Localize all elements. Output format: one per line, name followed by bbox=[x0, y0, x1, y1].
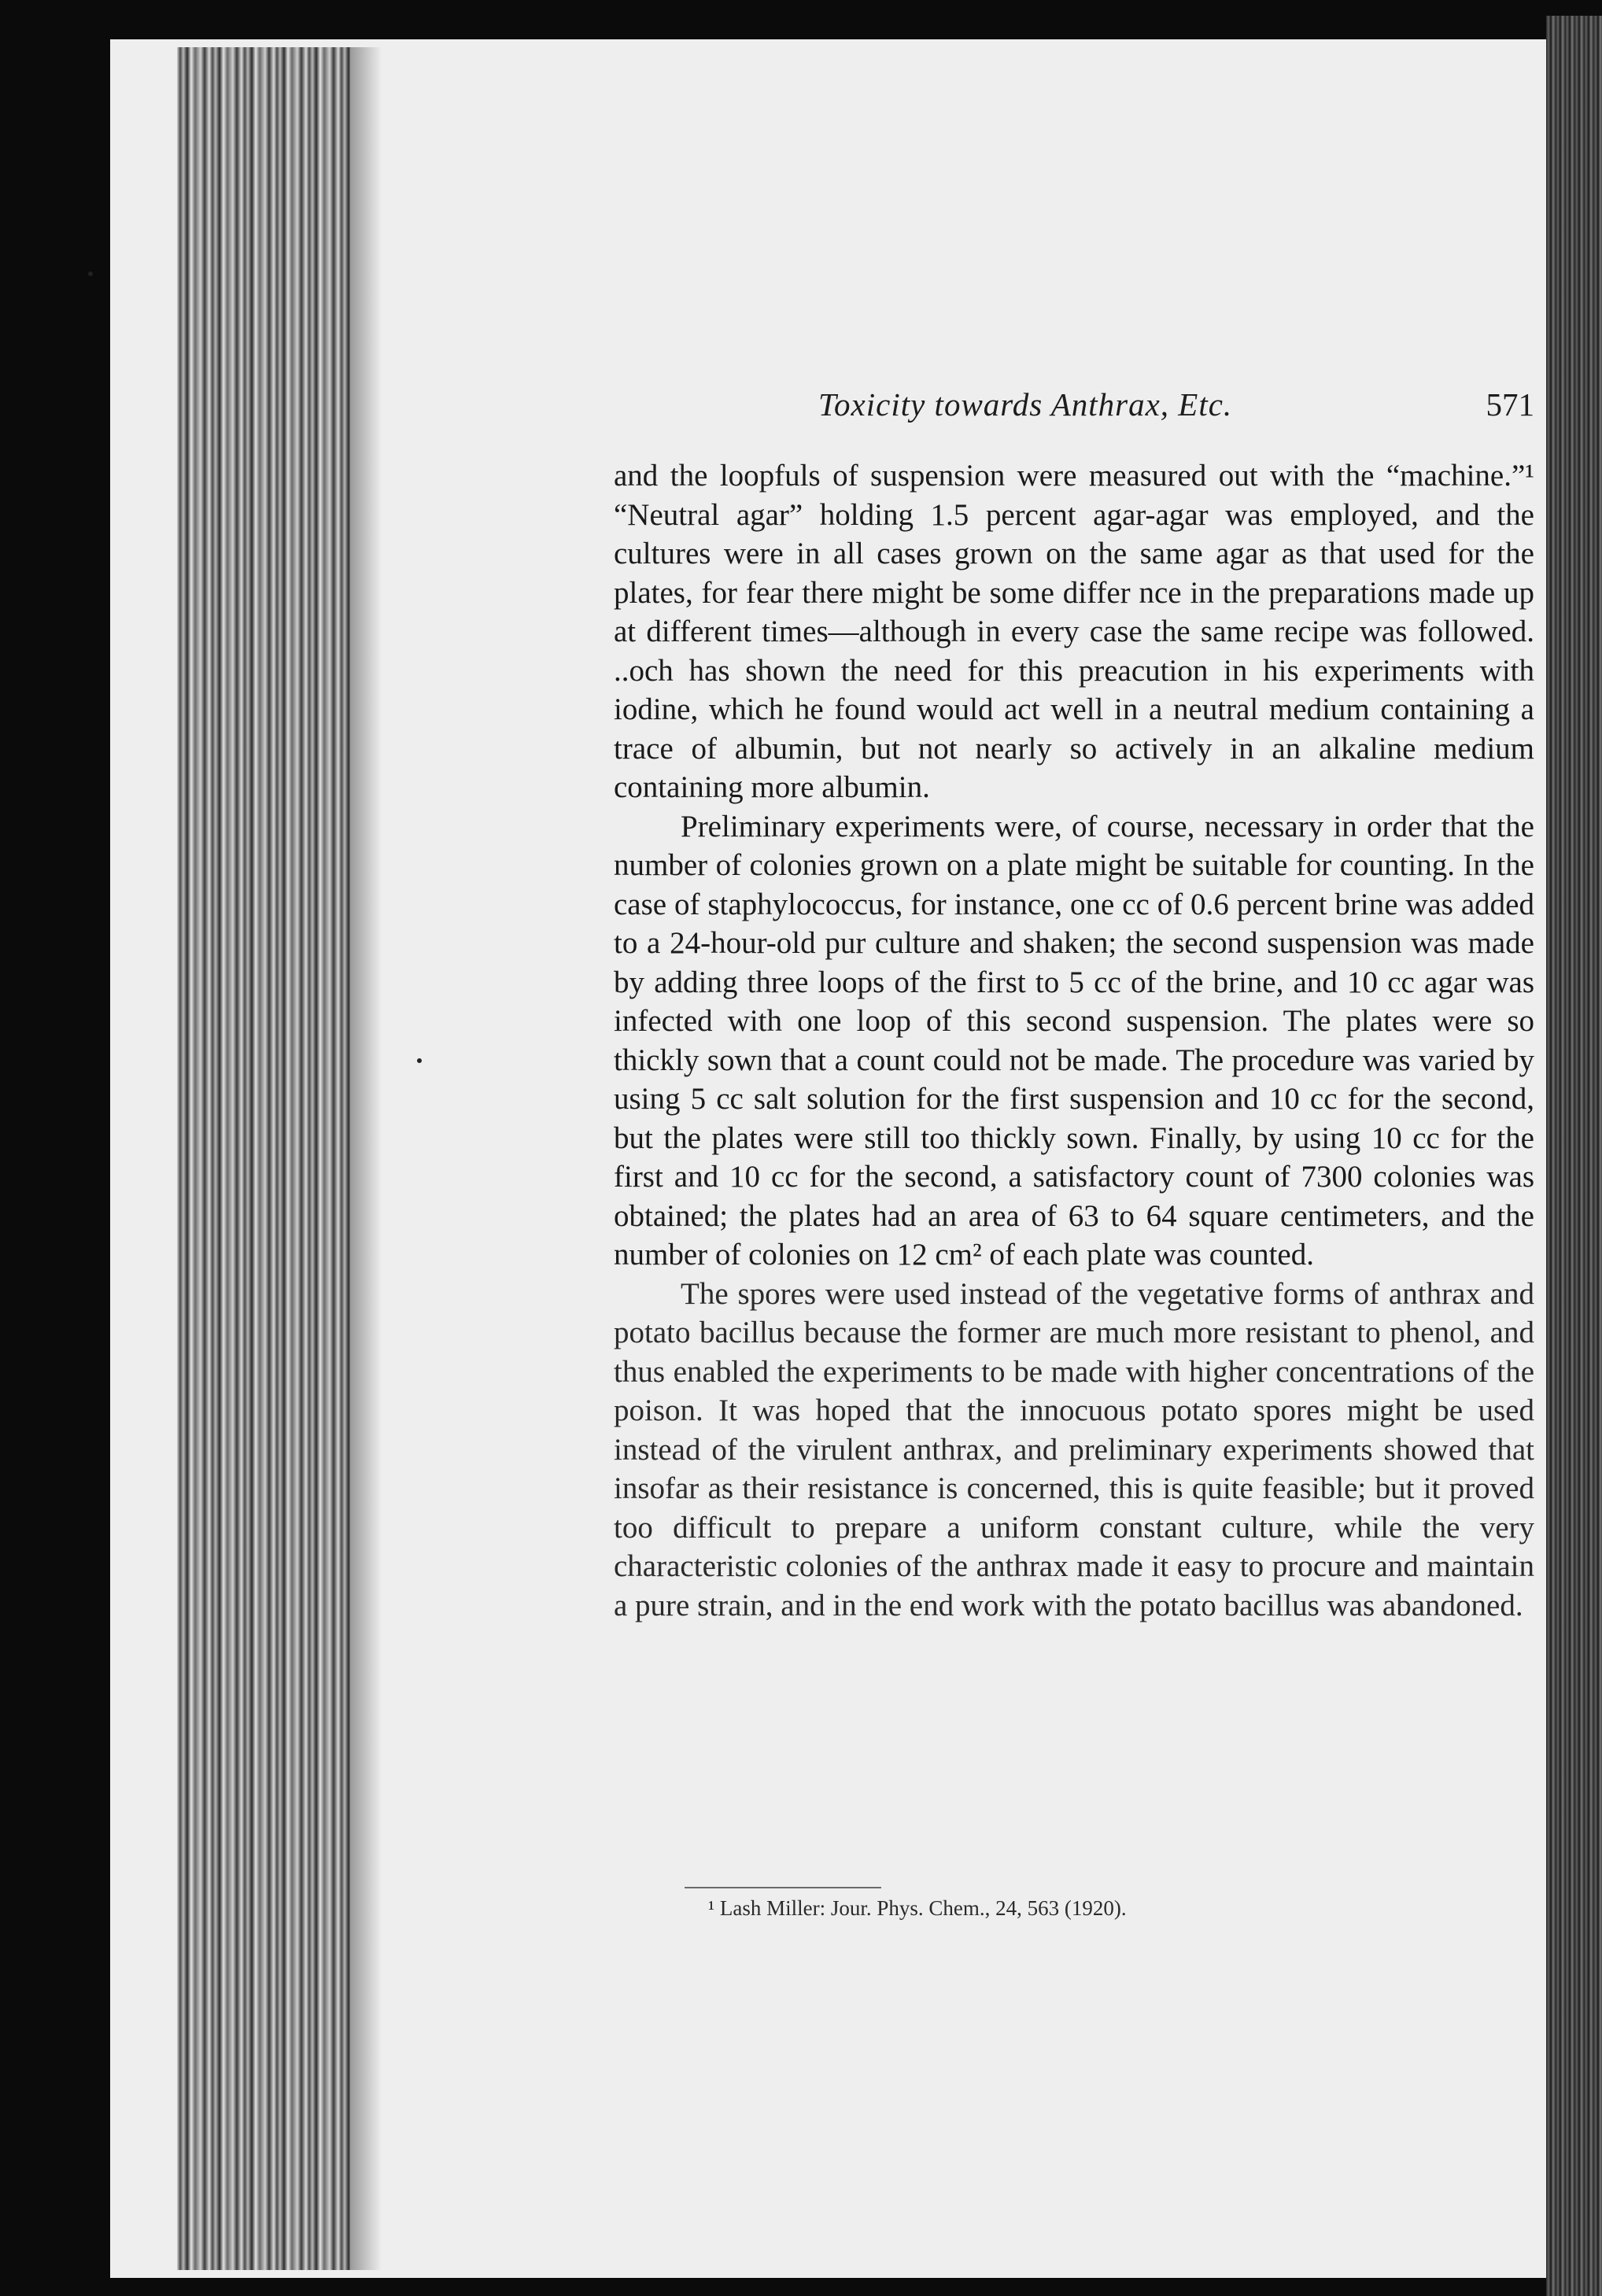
scan-speck bbox=[417, 1058, 422, 1063]
paragraph-2: Preliminary experiments were, of course, necessary in order that the number of colonies grown on a plate might be suitable for counting. In the case of staphylococcus, for instance, one cc of 0.6 percent brine was added to a 24-hour-old pur culture and shaken; the second suspension was made by adding three loops of the first to 5 cc of the brine, and 10 cc agar was infected with one loop of this second suspension. The plates were so thickly sown that a count could not be made. The procedure was varied by using 5 cc salt solution for the first suspension and 10 cc for the second, but the plates were still too thickly sown. Finally, by using 10 cc for the first and 10 cc for the second, a satisfactory count of 7300 colonies was obtained; the plates had an area of 63 to 64 square centimeters, and the number of colonies on 12 cm² of each plate was counted. bbox=[614, 809, 1534, 1272]
gutter-shadow bbox=[350, 47, 382, 2270]
page-gutter-edges bbox=[177, 47, 350, 2270]
scan-speck bbox=[88, 271, 93, 276]
paragraph-3: The spores were used instead of the vegetative forms of anthrax and potato bacillus because the former are much more resistant to phenol, and thus enabled the experiments to be made with higher concentrations of the poison. It was hoped that the innocuous potato spores might be used instead of the virulent anthrax, and preliminary experiments showed that insofar as their resistance is concerned, this is quite feasible; but it proved too difficult to prepare a uniform constant culture, while the very characteristic colonies of the anthrax made it easy to procure and maintain a pure strain, and in the end work with the potato bacillus was abandoned. bbox=[614, 1276, 1534, 1622]
paragraph-1: and the loopfuls of suspension were measured out with the “machine.”¹ “Neutral agar” holding 1.5 percent agar-agar was employed, and the cultures were in all cases grown on the same agar as that used for the plates, for fear there might be some differ nce in the preparations made up at different times—although in every case the same recipe was followed. ..och has shown the need for this preacution in his experiments with iodine, which he found would act well in a neutral medium containing a trace of albumin, but not nearly so actively in an alkaline medium containing more albumin. bbox=[614, 459, 1534, 804]
footnote: ¹ Lash Miller: Jour. Phys. Chem., 24, 563 (1920). bbox=[708, 1896, 1127, 1920]
footnote-rule bbox=[685, 1887, 881, 1888]
page-number: 571 bbox=[1486, 386, 1534, 423]
scan-border-right bbox=[1546, 16, 1602, 2296]
page-header bbox=[614, 386, 1534, 441]
running-head: Toxicity towards Anthrax, Etc. bbox=[818, 386, 1233, 423]
body-text bbox=[614, 456, 1534, 1625]
